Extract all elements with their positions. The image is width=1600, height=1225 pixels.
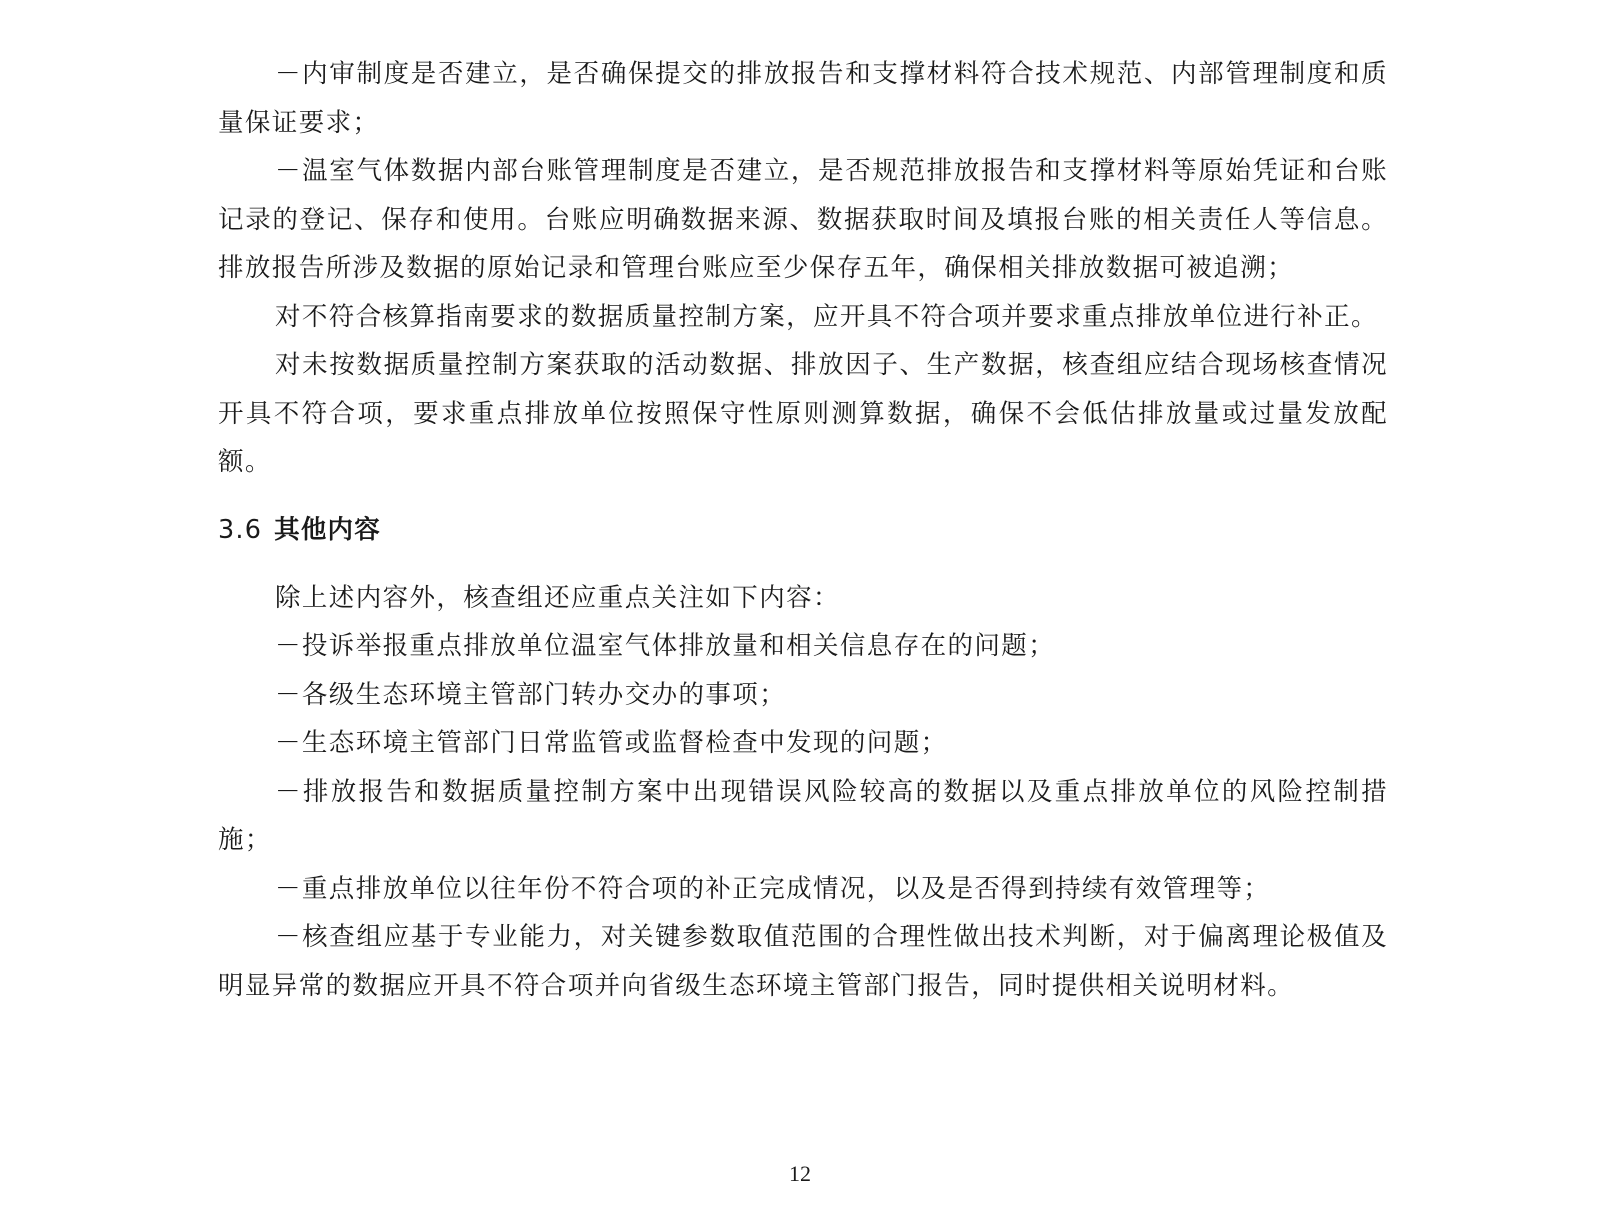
paragraph-internal-audit: －内审制度是否建立，是否确保提交的排放报告和支撑材料符合技术规范、内部管理制度和质量保证要求；	[218, 59, 1388, 138]
paragraph-noncompliant-plan: 对不符合核算指南要求的数据质量控制方案，应开具不符合项并要求重点排放单位进行补正。	[275, 301, 1378, 332]
list-item-complaints: －投诉举报重点排放单位温室气体排放量和相关信息存在的问题；	[275, 631, 1056, 661]
section-heading	[218, 506, 1388, 554]
list-item-past-corrections: －重点排放单位以往年份不符合项的补正完成情况，以及是否得到持续有效管理等；	[275, 873, 1271, 904]
page-number: 12	[789, 1161, 811, 1186]
list-item-technical-judgement: －核查组应基于专业能力，对关键参数取值范围的合理性做出技术判断，对于偏离理论极值及明显异常的数据应开具不符合项并向省级生态环境主管部门报告，同时提供相关说明材料。	[218, 922, 1388, 1001]
paragraph-ledger-management: －温室气体数据内部台账管理制度是否建立，是否规范排放报告和支撑材料等原始凭证和台账记录的登记、保存和使用。台账应明确数据来源、数据获取时间及填报台账的相关责任人等信息。排放报告所涉及数据的原始记录和管理台账应至少保存五年，确保相关排放数据可被追溯；	[218, 156, 1388, 283]
paragraph-unmet-plan-data: 对未按数据质量控制方案获取的活动数据、排放因子、生产数据，核查组应结合现场核查情况开具不符合项，要求重点排放单位按照保守性原则测算数据，确保不会低估排放量或过量发放配额。	[218, 350, 1388, 477]
section-number: 3.6	[218, 514, 263, 545]
page-content	[218, 50, 1388, 1010]
list-item-supervision-issues: －生态环境主管部门日常监管或监督检查中发现的问题；	[275, 728, 948, 758]
paragraph-intro: 除上述内容外，核查组还应重点关注如下内容：	[275, 582, 840, 613]
list-item-transferred-matters: －各级生态环境主管部门转办交办的事项；	[275, 679, 787, 710]
section-title: 其他内容	[274, 514, 381, 545]
list-item-high-risk-data: －排放报告和数据质量控制方案中出现错误风险较高的数据以及重点排放单位的风险控制措施；	[218, 776, 1388, 855]
